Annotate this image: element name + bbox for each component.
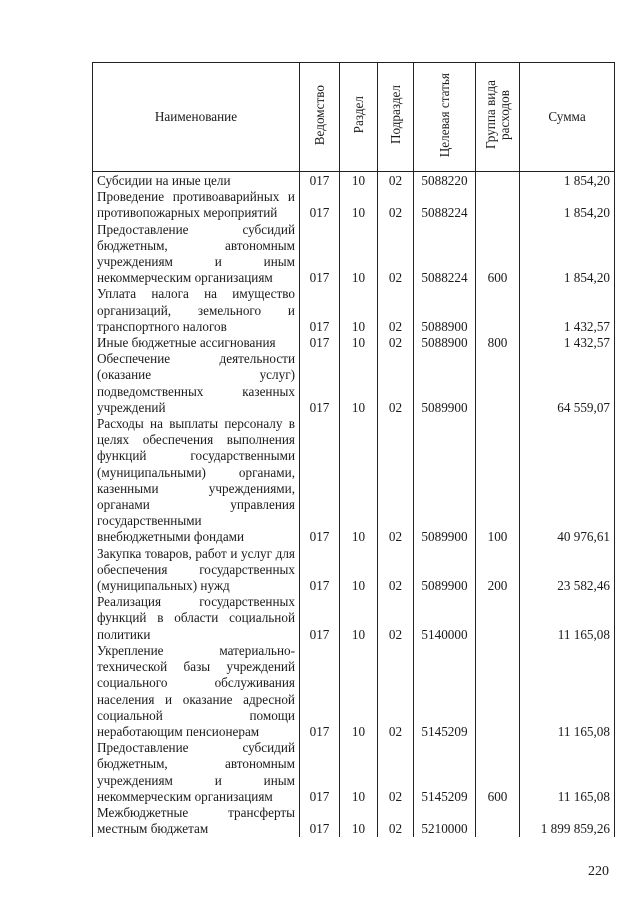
row-dept: 017 bbox=[300, 546, 340, 595]
row-name: Уплата налога на имущество организаций, земельного и транспортного налогов bbox=[93, 286, 300, 335]
row-name: Закупка товаров, работ и услуг для обеспечения государственных (муниципальных) нужд bbox=[93, 546, 300, 595]
row-name: Предоставление субсидий бюджетным, автономным учреждениям и иным некоммерческим организациям bbox=[93, 740, 300, 805]
header-subsection: Подраздел bbox=[378, 63, 414, 172]
row-expense-group: 600 bbox=[476, 740, 520, 805]
row-amount: 1 854,20 bbox=[520, 222, 615, 287]
row-name: Предоставление субсидий бюджетным, автономным учреждениям и иным некоммерческим организациям bbox=[93, 222, 300, 287]
row-target: 5210000 bbox=[414, 805, 476, 837]
row-section: 10 bbox=[340, 172, 378, 190]
row-subsection: 02 bbox=[378, 546, 414, 595]
row-name: Субсидии на иные цели bbox=[93, 172, 300, 190]
table-row bbox=[93, 222, 615, 287]
row-expense-group bbox=[476, 805, 520, 837]
header-dept: Ведомство bbox=[300, 63, 340, 172]
row-expense-group: 100 bbox=[476, 416, 520, 546]
row-target: 5088900 bbox=[414, 286, 476, 335]
row-section: 10 bbox=[340, 335, 378, 351]
row-dept: 017 bbox=[300, 222, 340, 287]
row-target: 5088220 bbox=[414, 172, 476, 190]
row-dept: 017 bbox=[300, 286, 340, 335]
row-subsection: 02 bbox=[378, 805, 414, 837]
row-expense-group bbox=[476, 351, 520, 416]
row-expense-group bbox=[476, 594, 520, 643]
row-name: Расходы на выплаты персоналу в целях обеспечения выполнения функций государственными (муниципальными) органами, казенными учреждениями, органами управления государственными внебюджетными фондами bbox=[93, 416, 300, 546]
row-amount: 11 165,08 bbox=[520, 643, 615, 740]
row-target: 5089900 bbox=[414, 351, 476, 416]
row-expense-group bbox=[476, 172, 520, 190]
row-dept: 017 bbox=[300, 594, 340, 643]
row-target: 5145209 bbox=[414, 643, 476, 740]
table-row bbox=[93, 740, 615, 805]
row-dept: 017 bbox=[300, 643, 340, 740]
row-subsection: 02 bbox=[378, 222, 414, 287]
row-amount: 40 976,61 bbox=[520, 416, 615, 546]
header-expense-group: Группа вида расходов bbox=[476, 63, 520, 172]
row-expense-group bbox=[476, 643, 520, 740]
row-expense-group bbox=[476, 286, 520, 335]
header-target: Целевая статья bbox=[414, 63, 476, 172]
row-name: Обеспечение деятельности (оказание услуг) подведомственных казенных учреждений bbox=[93, 351, 300, 416]
row-target: 5140000 bbox=[414, 594, 476, 643]
row-dept: 017 bbox=[300, 172, 340, 190]
page-number: 220 bbox=[588, 864, 609, 879]
row-section: 10 bbox=[340, 643, 378, 740]
row-name: Иные бюджетные ассигнования bbox=[93, 335, 300, 351]
header-section: Раздел bbox=[340, 63, 378, 172]
row-expense-group: 200 bbox=[476, 546, 520, 595]
header-amount: Сумма bbox=[520, 63, 615, 172]
row-expense-group: 600 bbox=[476, 222, 520, 287]
row-target: 5089900 bbox=[414, 546, 476, 595]
row-dept: 017 bbox=[300, 740, 340, 805]
row-section: 10 bbox=[340, 546, 378, 595]
row-expense-group bbox=[476, 189, 520, 221]
table-row bbox=[93, 643, 615, 740]
row-subsection: 02 bbox=[378, 335, 414, 351]
table-row bbox=[93, 416, 615, 546]
row-amount: 1 432,57 bbox=[520, 286, 615, 335]
budget-table bbox=[92, 62, 615, 837]
row-subsection: 02 bbox=[378, 351, 414, 416]
table-header-row bbox=[93, 63, 615, 172]
header-name: Наименование bbox=[93, 63, 300, 172]
table-row bbox=[93, 546, 615, 595]
row-subsection: 02 bbox=[378, 286, 414, 335]
row-section: 10 bbox=[340, 189, 378, 221]
table-row bbox=[93, 594, 615, 643]
table-row bbox=[93, 172, 615, 190]
table-row bbox=[93, 189, 615, 221]
row-section: 10 bbox=[340, 416, 378, 546]
row-target: 5088224 bbox=[414, 189, 476, 221]
row-dept: 017 bbox=[300, 189, 340, 221]
row-amount: 1 432,57 bbox=[520, 335, 615, 351]
row-amount: 23 582,46 bbox=[520, 546, 615, 595]
row-target: 5088224 bbox=[414, 222, 476, 287]
row-name: Укрепление материально-технической базы учреждений социального обслуживания населения и оказание адресной социальной помощи неработающим пенсионерам bbox=[93, 643, 300, 740]
row-subsection: 02 bbox=[378, 643, 414, 740]
row-section: 10 bbox=[340, 740, 378, 805]
row-expense-group: 800 bbox=[476, 335, 520, 351]
row-target: 5089900 bbox=[414, 416, 476, 546]
row-amount: 1 854,20 bbox=[520, 189, 615, 221]
row-subsection: 02 bbox=[378, 416, 414, 546]
row-amount: 11 165,08 bbox=[520, 594, 615, 643]
table-row bbox=[93, 805, 615, 837]
row-section: 10 bbox=[340, 286, 378, 335]
row-section: 10 bbox=[340, 805, 378, 837]
row-subsection: 02 bbox=[378, 594, 414, 643]
row-amount: 1 854,20 bbox=[520, 172, 615, 190]
table-row bbox=[93, 351, 615, 416]
row-amount: 64 559,07 bbox=[520, 351, 615, 416]
row-dept: 017 bbox=[300, 335, 340, 351]
row-amount: 1 899 859,26 bbox=[520, 805, 615, 837]
row-dept: 017 bbox=[300, 416, 340, 546]
row-dept: 017 bbox=[300, 351, 340, 416]
row-target: 5088900 bbox=[414, 335, 476, 351]
row-target: 5145209 bbox=[414, 740, 476, 805]
row-section: 10 bbox=[340, 351, 378, 416]
row-section: 10 bbox=[340, 222, 378, 287]
row-dept: 017 bbox=[300, 805, 340, 837]
row-name: Проведение противоаварийных и противопожарных мероприятий bbox=[93, 189, 300, 221]
row-section: 10 bbox=[340, 594, 378, 643]
row-subsection: 02 bbox=[378, 172, 414, 190]
row-name: Межбюджетные трансферты местным бюджетам bbox=[93, 805, 300, 837]
row-name: Реализация государственных функций в области социальной политики bbox=[93, 594, 300, 643]
table-row bbox=[93, 286, 615, 335]
row-subsection: 02 bbox=[378, 740, 414, 805]
row-amount: 11 165,08 bbox=[520, 740, 615, 805]
row-subsection: 02 bbox=[378, 189, 414, 221]
table-row bbox=[93, 335, 615, 351]
